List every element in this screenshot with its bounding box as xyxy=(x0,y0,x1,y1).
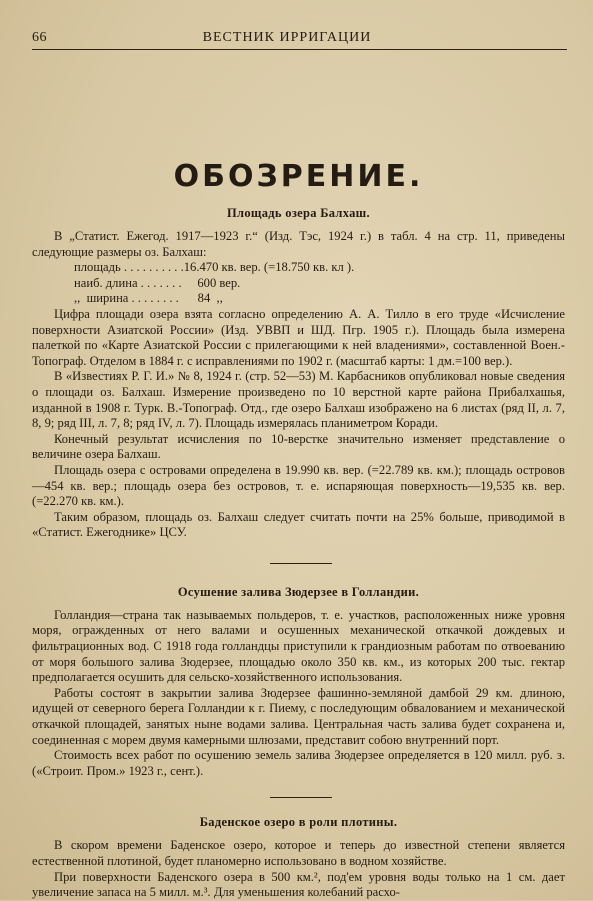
figure-line: ,, ширина . . . . . . . . 84 ,, xyxy=(74,291,223,306)
section-title: Баденское озеро в роли плотины. xyxy=(199,815,398,830)
paragraph: В „Статист. Ежегод. 1917—1923 г.“ (Изд. Тэс, 1924 г.) в табл. 4 на стр. 11, приведены следующие размеры оз. Балхаш: xyxy=(32,229,565,259)
paragraph: В «Известиях Р. Г. И.» № 8, 1924 г. (стр. 52—53) М. Карбасников опубликовал новые сведения о площади оз. Балхаш. Измерение произведено по 10 верстной карте района Прибалхашья, изданной в 1908 г. Турк. В.-Топограф. Отд., где озеро Балхаш изображено на 6 листах (ряд II, л. 7, 8, 9; ряд III, л. 7, 8; ряд IV, л. 7). Площадь измерялась планиметром Коради. xyxy=(32,369,565,431)
paragraph: Площадь озера с островами определена в 19.990 кв. вер. (=22.789 кв. км.); площадь островов—454 кв. вер.; площадь озера без островов, т. е. испаряющая поверхность—19,535 кв. вер. (=22.270 кв. км.). xyxy=(32,462,565,509)
paragraph: Работы состоят в закрытии залива Зюдерзее фашинно-земляной дамбой 29 км. длиною, идущей от северного берега Голландии к г. Пиему, с последующим обвалованием и механической откачкой площадей, занятых ныне водами залива. Центральная часть залива будет сохранена и, соединенная с морем двумя камерными шлюзами, представит собою внутренний порт. xyxy=(32,685,565,747)
paragraph: Цифра площади озера взята согласно определению А. А. Тилло в его труде «Исчисление поверхности Азиатской России» (Изд. УВВП и ШД. Пгр. 1905 г.). Площадь была измерена палеткой по «Карте Азиатской России с прилегающими к ней владениями», составленной Воен.-Топограф. Отделом в 1884 г. с исправлениями по 1902 г. (масштаб карты: 1 дм.=100 вер.). xyxy=(32,306,565,368)
review-heading: ОБОЗРЕНИЕ. xyxy=(173,159,424,194)
divider-rule xyxy=(270,797,332,798)
section-title: Площадь озера Балхаш. xyxy=(227,206,370,220)
section-bodensee xyxy=(32,815,565,900)
section-zuiderzee xyxy=(32,585,565,780)
divider-rule xyxy=(270,563,332,564)
paragraph: Таким образом, площадь оз. Балхаш следует считать почти на 25% больше, приводимой в «Статист. Ежегоднике» ЦСУ. xyxy=(32,509,565,540)
figure-line: наиб. длина . . . . . . . 600 вер. xyxy=(74,275,241,290)
section-title: Осушение залива Зюдерзее в Голландии. xyxy=(177,584,420,599)
page-number: 66 xyxy=(32,30,47,45)
figure-line: площадь . . . . . . . . . .16.470 кв. вер. (=18.750 кв. кл ). xyxy=(74,260,355,275)
section-divider xyxy=(32,779,565,805)
running-header xyxy=(32,30,567,50)
section-divider xyxy=(32,541,565,575)
paragraph: Голландия—страна так называемых польдеров, т. е. участков, расположенных ниже уровня моря, огражденных от него валами и осушенных механической откачкой дождевых и фильтрационных вод. С 1918 года голландцы приступили к грандиозным работам по отвоеванию от моря большого залива Зюдерзее, площадью около 350 кв. км., из которых 200 тыс. гектар предполагается осушить для сельско-хозяйственного использования. xyxy=(32,607,565,685)
section-balkhash xyxy=(32,206,565,541)
paragraph: При поверхности Баденского озера в 500 км.², под'ем уровня воды только на 1 см. дает увеличение запаса на 5 милл. м.³. Для уменьшения колебаний расхо- xyxy=(32,869,565,900)
paragraph: Стоимость всех работ по осушению земель залива Зюдерзее определяется в 120 милл. руб. з. («Строит. Пром.» 1923 г., сент.). xyxy=(32,748,565,778)
paragraph: Конечный результат исчисления по 10-верстке значительно изменяет представление о величине озера Балхаш. xyxy=(32,431,565,462)
journal-title: ВЕСТНИК ИРРИГАЦИИ xyxy=(202,30,372,45)
paragraph: В скором времени Баденское озеро, которое и теперь до известной степени является естественной плотиной, будет планомерно использовано в водном хозяйстве. xyxy=(32,838,565,868)
